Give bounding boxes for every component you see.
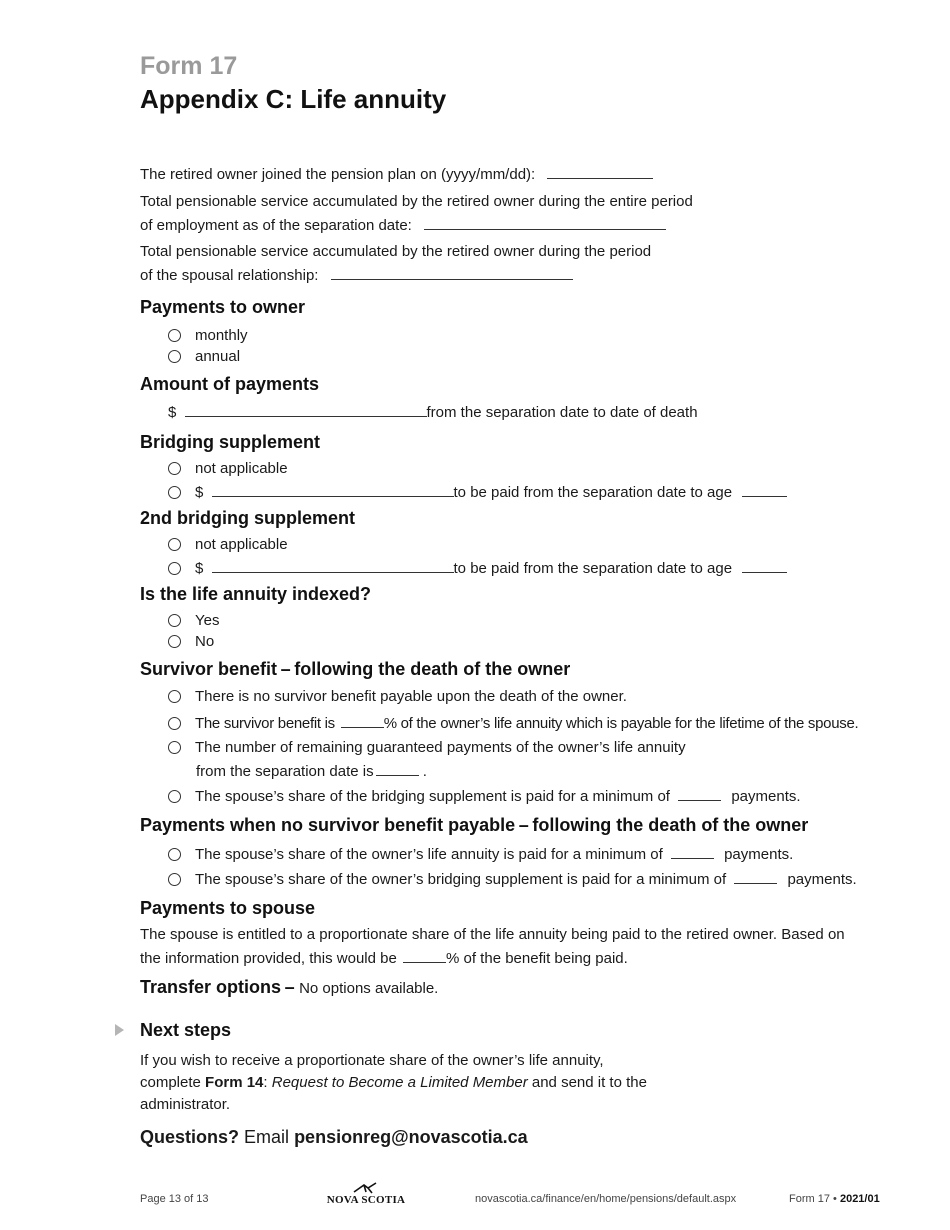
payments-annual-option[interactable] (168, 346, 240, 368)
next-steps-heading: Next steps (140, 1020, 232, 1040)
currency-sign: $ (168, 404, 177, 421)
option-label: There is no survivor benefit payable upon the death of the owner. (195, 688, 627, 705)
bridging-min-payments-field[interactable] (678, 784, 721, 801)
email-label: Email (244, 1127, 290, 1147)
service-total-field[interactable] (424, 213, 666, 230)
next-steps-text (140, 1050, 647, 1116)
form-title: Request to Become a Limited Member (271, 1074, 528, 1091)
radio-icon[interactable] (168, 690, 181, 703)
next-steps-line3: administrator. (140, 1096, 231, 1113)
transfer-options (140, 977, 438, 1000)
radio-icon[interactable] (168, 717, 181, 730)
transfer-text: No options available. (299, 980, 439, 997)
annuity-min-payments-field[interactable] (671, 842, 714, 859)
bridging-amount-field[interactable] (212, 480, 454, 497)
option-label-suffix: % of the owner’s life annuity which is payable for the lifetime of the spouse. (383, 715, 859, 732)
radio-icon[interactable] (168, 350, 181, 363)
currency-sign: $ (195, 560, 204, 577)
radio-icon[interactable] (168, 635, 181, 648)
spouse-percent-field[interactable] (403, 946, 446, 963)
amount-field[interactable] (185, 400, 427, 417)
colon: : (263, 1074, 272, 1091)
currency-sign: $ (195, 484, 204, 501)
service-total-label-line2: of employment as of the separation date: (140, 217, 412, 234)
next-steps-line2 (140, 1072, 647, 1094)
next-steps-line1: If you wish to receive a proportionate share of the owner’s life annuity, (140, 1052, 604, 1069)
bridging2-amount-field[interactable] (212, 556, 454, 573)
radio-icon[interactable] (168, 614, 181, 627)
amount-of-payments-heading: Amount of payments (140, 374, 320, 394)
footer-url[interactable]: novascotia.ca/finance/en/home/pensions/default.aspx (475, 1193, 737, 1205)
expand-arrow-icon[interactable] (115, 1024, 124, 1036)
indexed-heading: Is the life annuity indexed? (140, 584, 372, 604)
spouse-text-line2: the information provided, this would be (140, 950, 397, 967)
joined-date-field[interactable] (547, 162, 653, 179)
text: and send it to the (527, 1074, 647, 1091)
survivor-bridging-option[interactable] (168, 784, 801, 808)
bridging-na-option[interactable] (168, 458, 288, 480)
period: . (422, 763, 427, 780)
bridging-amount-option[interactable] (168, 480, 787, 504)
option-label-suffix: payments. (724, 846, 794, 863)
form-ref: Form 14 (205, 1074, 264, 1091)
radio-icon[interactable] (168, 462, 181, 475)
option-label: Yes (195, 612, 220, 629)
footer-version: 2021/01 (839, 1193, 880, 1205)
transfer-heading: Transfer options – (140, 977, 295, 997)
logo-text: NOVA SCOTIA (326, 1194, 406, 1206)
nova-scotia-logo (326, 1182, 406, 1206)
option-label: The spouse’s share of the owner’s life annuity is paid for a minimum of (195, 846, 663, 863)
service-spousal-field[interactable] (331, 263, 573, 280)
payments-to-spouse-heading: Payments to spouse (140, 898, 316, 918)
service-total-label-line1: Total pensionable service accumulated by the retired owner during the entire period (140, 193, 693, 210)
no-survivor-annuity-option[interactable] (168, 842, 793, 866)
radio-icon[interactable] (168, 486, 181, 499)
bridging2-heading: 2nd bridging supplement (140, 508, 355, 528)
radio-icon[interactable] (168, 790, 181, 803)
questions-label: Questions? (140, 1127, 240, 1147)
service-spousal-row (140, 241, 651, 287)
option-label-line2: from the separation date is (196, 763, 374, 780)
bridging-heading: Bridging supplement (140, 432, 320, 452)
footer-bullet: • (833, 1193, 837, 1205)
option-label: annual (195, 348, 241, 365)
payments-to-owner-heading: Payments to owner (140, 297, 306, 317)
logo-bird-icon (346, 1182, 386, 1194)
radio-icon[interactable] (168, 538, 181, 551)
spouse-text-line2-suffix: % of the benefit being paid. (446, 950, 628, 967)
payments-monthly-option[interactable] (168, 325, 248, 347)
option-label: The spouse’s share of the bridging supplement is paid for a minimum of (195, 788, 670, 805)
option-label-suffix: payments. (787, 871, 857, 888)
option-label: The spouse’s share of the owner’s bridging supplement is paid for a minimum of (195, 871, 727, 888)
option-label: No (195, 633, 215, 650)
survivor-heading: Survivor benefit – following the death of the owner (140, 659, 571, 679)
no-survivor-bridging-option[interactable] (168, 867, 857, 891)
survivor-percent-option[interactable] (168, 711, 858, 735)
bridging-min-payments-field-2[interactable] (734, 867, 777, 884)
payments-to-spouse-text (140, 924, 845, 970)
option-label: not applicable (195, 536, 288, 553)
amount-suffix: from the separation date to date of death (426, 404, 698, 421)
option-label: monthly (195, 327, 248, 344)
radio-icon[interactable] (168, 873, 181, 886)
guaranteed-payments-field[interactable] (376, 759, 419, 776)
option-label-suffix: payments. (731, 788, 801, 805)
survivor-guaranteed-option[interactable] (168, 737, 686, 783)
page-title: Appendix C: Life annuity (140, 84, 447, 114)
bridging-age-field[interactable] (742, 480, 787, 497)
spouse-text-line1: The spouse is entitled to a proportionate share of the life annuity being paid to the retired owner. Based on (140, 926, 845, 943)
radio-icon[interactable] (168, 741, 181, 754)
option-label: The number of remaining guaranteed payments of the owner’s life annuity (195, 739, 686, 756)
radio-icon[interactable] (168, 562, 181, 575)
radio-icon[interactable] (168, 329, 181, 342)
amount-row (168, 400, 698, 424)
form-number: Form 17 (140, 52, 238, 80)
joined-date-label: The retired owner joined the pension plan on (yyyy/mm/dd): (140, 166, 536, 183)
page-number: Page 13 of 13 (140, 1193, 209, 1205)
footer-form-version (789, 1193, 880, 1205)
joined-date-row (140, 162, 653, 186)
indexed-no-option[interactable] (168, 631, 214, 653)
footer-form: Form 17 (789, 1193, 830, 1205)
option-label: The survivor benefit is (195, 715, 335, 732)
option-label: not applicable (195, 460, 288, 477)
bridging2-age-field[interactable] (742, 556, 787, 573)
survivor-percent-field[interactable] (341, 711, 384, 728)
indexed-yes-option[interactable] (168, 610, 219, 632)
bridging2-na-option[interactable] (168, 534, 288, 556)
questions-line (140, 1127, 528, 1148)
bridging-suffix: to be paid from the separation date to age (453, 484, 733, 501)
bridging2-amount-option[interactable] (168, 556, 787, 580)
no-survivor-heading: Payments when no survivor benefit payable – following the death of the owner (140, 815, 809, 835)
bridging2-suffix: to be paid from the separation date to age (453, 560, 733, 577)
service-total-row (140, 191, 693, 237)
service-spousal-label-line1: Total pensionable service accumulated by the retired owner during the period (140, 243, 652, 260)
service-spousal-label-line2: of the spousal relationship: (140, 267, 319, 284)
survivor-none-option[interactable] (168, 686, 627, 708)
radio-icon[interactable] (168, 848, 181, 861)
email-link[interactable]: pensionreg@novascotia.ca (294, 1127, 528, 1147)
text: complete (140, 1074, 206, 1091)
